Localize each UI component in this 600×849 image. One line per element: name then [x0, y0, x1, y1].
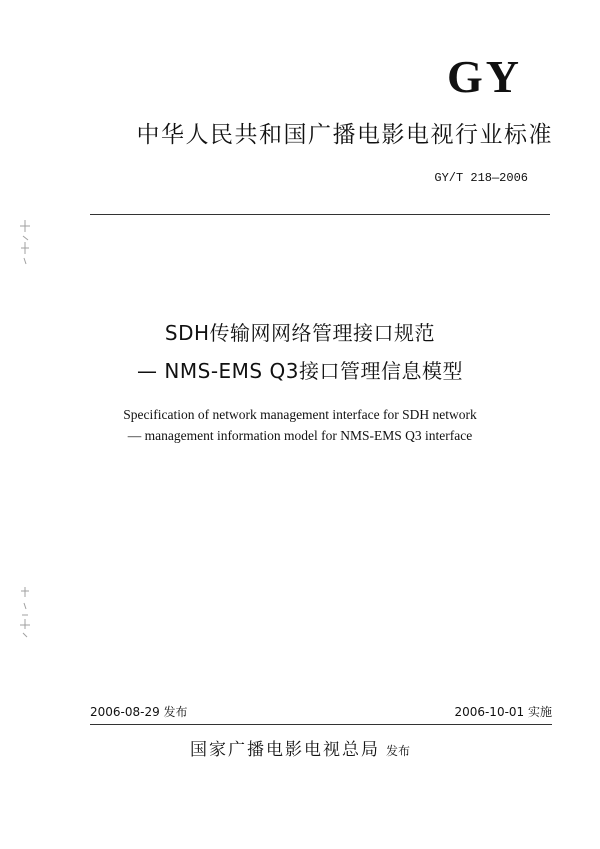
scan-binding-mark	[14, 585, 36, 640]
implement-date: 2006-10-01 实施	[454, 705, 552, 719]
standard-number: GY/T 218—2006	[434, 171, 528, 185]
publish-date: 2006-08-29 发布	[90, 705, 188, 719]
issuer-line	[0, 740, 600, 760]
gy-logo: GY	[447, 51, 522, 102]
top-divider	[90, 214, 550, 215]
title-zh-line-1: SDH传输网网络管理接口规范	[164, 321, 436, 345]
title-en-line-1: Specification of network management interface for SDH network	[123, 407, 477, 422]
bottom-divider	[90, 724, 552, 725]
issuer-suffix: 发布	[385, 744, 410, 758]
issuer-name: 国家广播电影电视总局	[189, 740, 380, 760]
title-en-line-2: — management information model for NMS-EMS Q3 interface	[127, 428, 473, 443]
scan-binding-mark	[14, 218, 36, 268]
title-zh-line-2: — NMS-EMS Q3接口管理信息模型	[137, 359, 463, 383]
standard-category-title: 中华人民共和国广播电影电视行业标准	[136, 122, 553, 148]
